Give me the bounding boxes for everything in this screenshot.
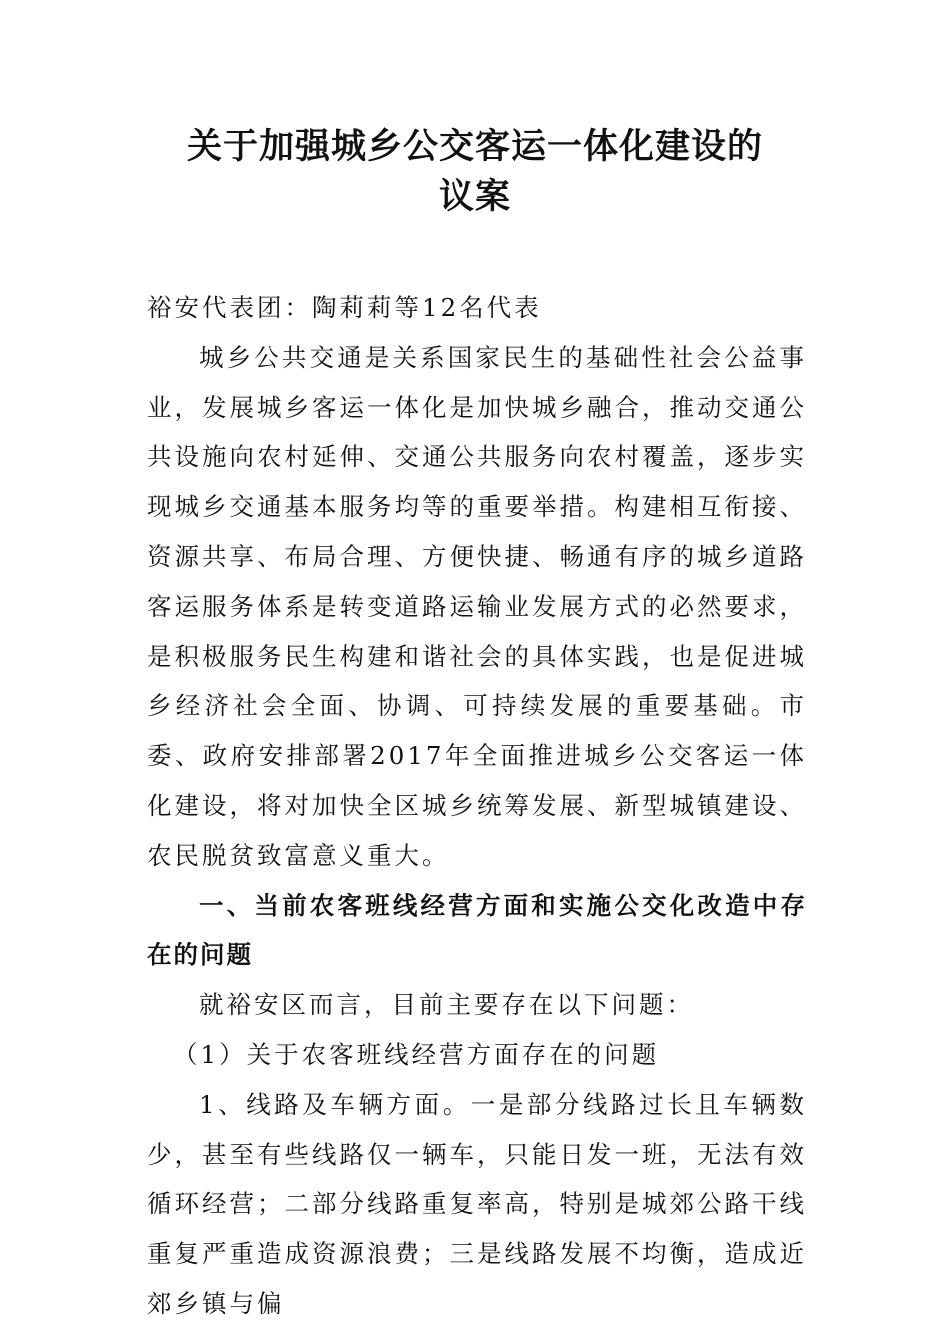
paragraph-intro: 城乡公共交通是关系国家民生的基础性社会公益事业，发展城乡客运一体化是加快城乡融合，推动交通公共设施向农村延伸、交通公共服务向农村覆盖，逐步实现城乡交通基本服务均等的重要举措。构建相互衔接、资源共享、布局合理、方便快捷、畅通有序的城乡道路客运服务体系是转变道路运输业发展方式的必然要求，是积极服务民生构建和谐社会的具体实践，也是促进城乡经济社会全面、协调、可持续发展的重要基础。市委、政府安排部署2017年全面推进城乡公交客运一体化建设，将对加快全区城乡统筹发展、新型城镇建设、农民脱贫致富意义重大。 [147,342,807,870]
document-title-line2: 议案 [438,177,511,217]
paragraph-problems-lead: 就裕安区而言，目前主要存在以下问题： [199,990,694,1020]
subsection-heading-routes: （1）关于农客班线经营方面存在的问题 [173,1039,660,1069]
document-title-line1: 关于加强城乡公交客运一体化建设的 [186,127,763,167]
section-heading-problems: 一、当前农客班线经营方面和实施公交化改造中存在的问题 [147,890,807,970]
paragraph-routes-vehicles: 1、线路及车辆方面。一是部分线路过长且车辆数少，甚至有些线路仅一辆车，只能日发一班，无法有效循环经营；二部分线路重复率高，特别是城郊公路干线重复严重造成资源浪费；三是线路发展不均衡，造成近郊乡镇与偏 [147,1089,807,1318]
document-body [147,283,807,1329]
proposer-line: 裕安代表团：陶莉莉等12名代表 [147,293,542,322]
